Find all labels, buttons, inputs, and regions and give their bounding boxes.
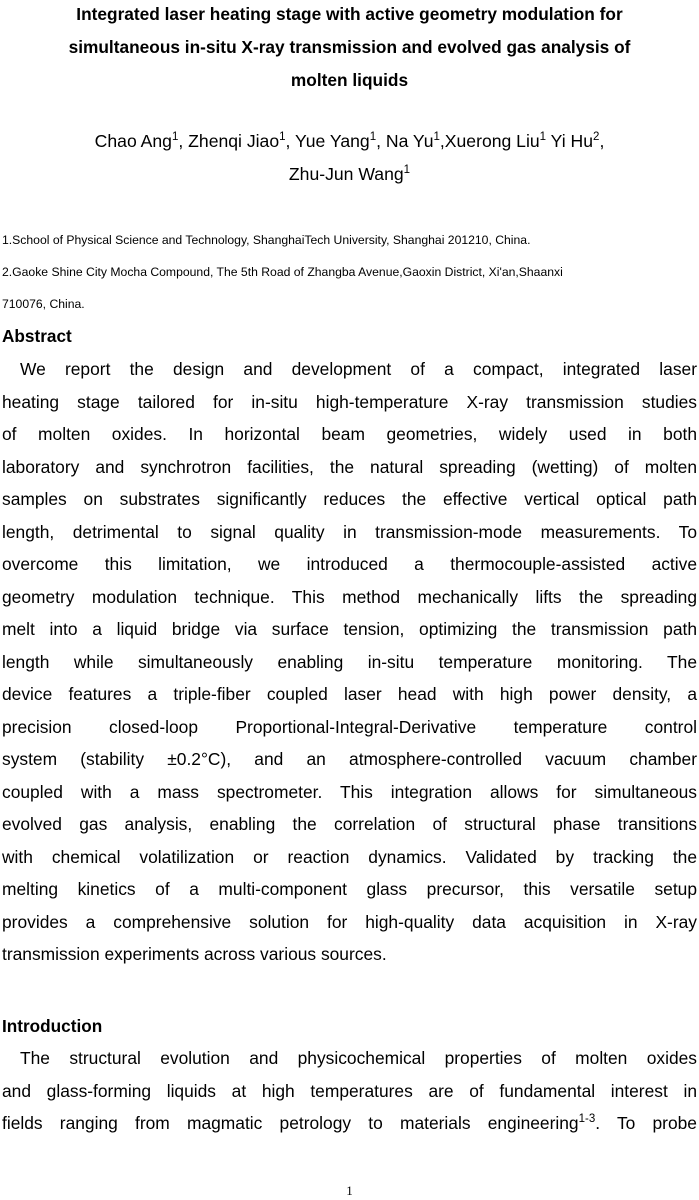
title-line: Integrated laser heating stage with active geometry modulation for: [76, 4, 623, 24]
author-name: Yi Hu: [550, 131, 594, 151]
abstract-body: [2, 353, 697, 971]
author-name: Xuerong Liu: [444, 131, 540, 151]
author-affiliation-mark: 1: [369, 131, 377, 143]
abstract-line: melt into a liquid bridge via surface tension, optimizing the transmission path: [2, 619, 697, 639]
abstract-line: transmission experiments across various sources.: [2, 944, 387, 964]
abstract-line: with chemical volatilization or reaction dynamics. Validated by tracking the: [2, 846, 697, 867]
affiliations: [2, 224, 692, 320]
author-name: Zhu-Jun Wang: [288, 164, 404, 184]
abstract-line: overcome this limitation, we introduced a thermocouple-assisted active: [2, 554, 697, 574]
introduction-line: and glass-forming liquids at high temperatures are of fundamental interest in: [2, 1080, 697, 1101]
introduction-line: The structural evolution and physicochemical properties of molten oxides: [20, 1048, 697, 1068]
author-affiliation-mark: 1: [433, 131, 440, 143]
author-name: Na Yu: [385, 131, 434, 151]
author-affiliation-mark: 1: [279, 131, 286, 143]
introduction-heading: Introduction: [2, 1016, 103, 1036]
paper-title: [0, 0, 699, 97]
author-line: [0, 158, 699, 191]
author-affiliation-mark: 1: [171, 131, 179, 143]
author-line: Chao Ang$^1$, Zhenqi Jiao$^1$, Yue Yang$^1$, Na Yu$^1$,Xuerong Liu$^1$ Yi Hu$^2$,: [94, 131, 605, 151]
abstract-line: device features a triple-fiber coupled laser head with high power density, a: [2, 684, 697, 704]
abstract-line: length, detrimental to signal quality in transmission-mode measurements. To: [2, 521, 697, 542]
citation-mark: 1-3: [578, 1113, 596, 1125]
abstract-line: evolved gas analysis, enabling the correlation of structural phase transitions: [2, 814, 697, 834]
title-line: simultaneous in-situ X-ray transmission and evolved gas analysis of: [68, 37, 631, 57]
affiliation-line: 1.School of Physical Science and Technology, ShanghaiTech University, Shanghai 201210, China.: [2, 233, 531, 247]
abstract-line: of molten oxides. In horizontal beam geometries, widely used in both: [2, 424, 697, 444]
abstract-line: heating stage tailored for in-situ high-temperature X-ray transmission studies: [2, 391, 697, 412]
abstract-line: geometry modulation technique. This method mechanically lifts the spreading: [2, 586, 697, 607]
affiliation-line: 2.Gaoke Shine City Mocha Compound, The 5th Road of Zhangba Avenue,Gaoxin District, Xi'an,Shaanxi: [2, 265, 563, 279]
author-affiliation-mark: 2: [593, 131, 600, 143]
page-number: 1: [346, 1183, 353, 1198]
author-name: Zhenqi Jiao: [188, 131, 280, 151]
title-line: molten liquids: [290, 70, 409, 90]
author-name: Chao Ang: [94, 131, 172, 151]
abstract-line: melting kinetics of a multi-component glass precursor, this versatile setup: [2, 879, 697, 899]
abstract-heading: Abstract: [2, 326, 72, 346]
affiliation-line: 710076, China.: [2, 297, 85, 311]
author-affiliation-mark: 1: [403, 164, 411, 176]
author-name: Yue Yang: [295, 131, 370, 151]
abstract-line: length while simultaneously enabling in-situ temperature monitoring. The: [2, 651, 697, 672]
abstract-line: samples on substrates significantly reduces the effective vertical optical path: [2, 489, 697, 509]
abstract-line: provides a comprehensive solution for high-quality data acquisition in X-ray: [2, 911, 697, 932]
abstract-line: laboratory and synchrotron facilities, the natural spreading (wetting) of molten: [2, 456, 697, 477]
abstract-line: system (stability ±0.2°C), and an atmosphere-controlled vacuum chamber: [2, 749, 697, 769]
introduction-body: [2, 1042, 697, 1140]
author-list: [0, 125, 699, 191]
abstract-line: precision closed-loop Proportional-Integral-Derivative temperature control: [2, 716, 697, 737]
introduction-line: fields ranging from magmatic petrology to materials engineering$^{1-3}$. To probe: [2, 1113, 697, 1133]
abstract-line: We report the design and development of a compact, integrated laser: [20, 359, 697, 379]
author-affiliation-mark: 1: [539, 131, 547, 143]
abstract-line: coupled with a mass spectrometer. This integration allows for simultaneous: [2, 781, 697, 802]
